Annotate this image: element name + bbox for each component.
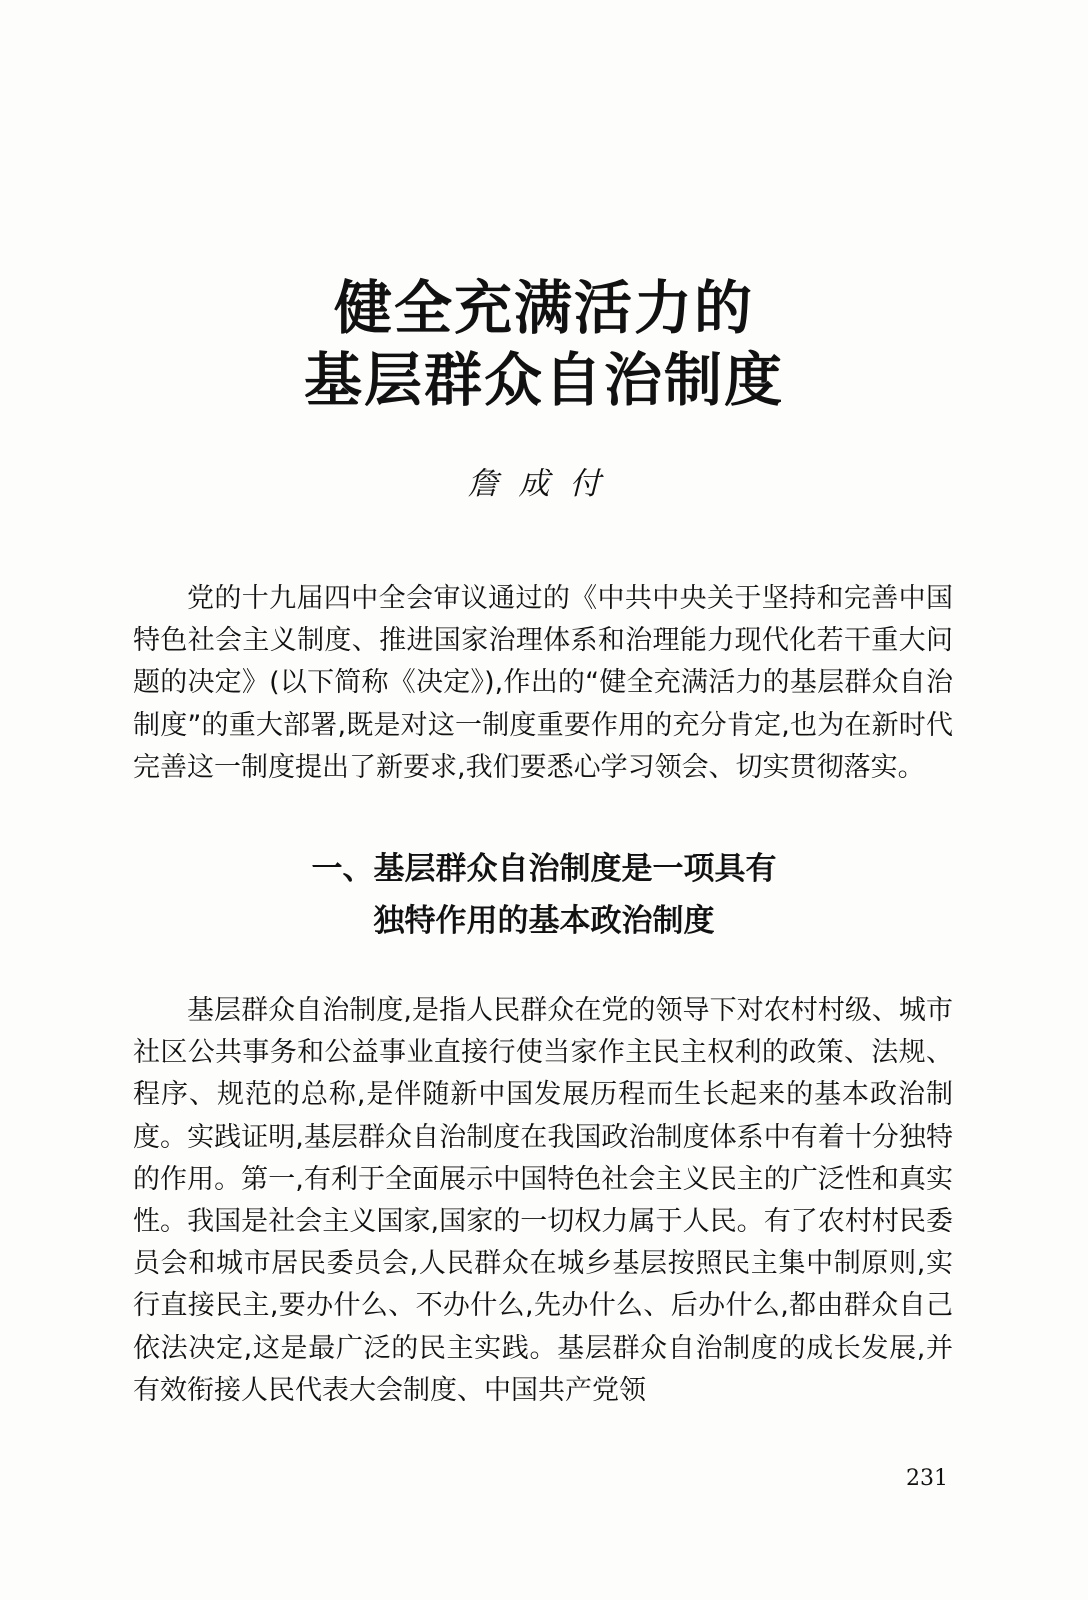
author-name: 詹成付 bbox=[467, 466, 621, 502]
intro-paragraph: 党的十九届四中全会审议通过的《中共中央关于坚持和完善中国特色社会主义制度、推进国家治理体系和治理能力现代化若干重大问题的决定》(以下简称《决定》),作出的“健全充满活力的基层群众自治制度”的重大部署,既是对这一制度重要作用的充分肯定,也为在新时代完善这一制度提出了新要求,我们要悉心学习领会、切实贯彻落实。 bbox=[133, 583, 953, 783]
section-heading-line-2: 独特作用的基本政治制度 bbox=[373, 903, 715, 939]
article-title-line-1: 健全充满活力的 bbox=[333, 274, 754, 342]
article-title-line-2: 基层群众自治制度 bbox=[303, 346, 784, 414]
page-number: 231 bbox=[906, 1466, 948, 1491]
body-paragraph: 基层群众自治制度,是指人民群众在党的领导下对农村村级、城市社区公共事务和公益事业直接行使当家作主民主权利的政策、法规、程序、规范的总称,是伴随新中国发展历程而生长起来的基本政治制度。实践证明,基层群众自治制度在我国政治制度体系中有着十分独特的作用。第一,有利于全面展示中国特色社会主义民主的广泛性和真实性。我国是社会主义国家,国家的一切权力属于人民。有了农村村民委员会和城市居民委员会,人民群众在城乡基层按照民主集中制原则,实行直接民主,要办什么、不办什么,先办什么、后办什么,都由群众自己依法决定,这是最广泛的民主实践。基层群众自治制度的成长发展,并有效衔接人民代表大会制度、中国共产党领 bbox=[133, 995, 953, 1406]
section-heading-line-1: 一、基层群众自治制度是一项具有 bbox=[311, 851, 777, 887]
